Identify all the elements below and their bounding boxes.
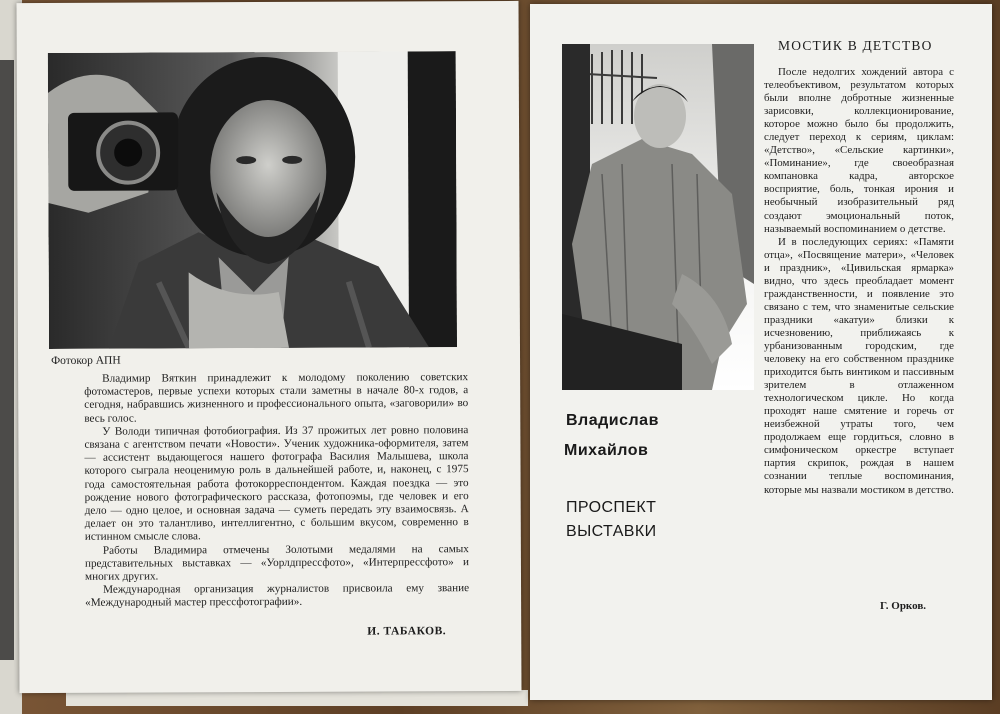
right-signature: Г. Орков. bbox=[880, 600, 927, 612]
left-signature: И. ТАБАКОВ. bbox=[367, 625, 447, 638]
right-paragraph: После недолгих хождений автора с телеобъективом, результатом которых были вполне добротные жизненные зарисовки, коллекционирование, которое можно было бы продолжить, следует переход к сериям, циклам: «Детство», «Сельские картинки», «Поминание», где своеобразная компановка кадра, авторское восприятие, боль, тонкая ирония и необычный изобразительный ряд создают эмоциональный поток, называемый воспоминанием о детстве. bbox=[764, 66, 954, 235]
author-portrait-image bbox=[562, 44, 754, 390]
right-page bbox=[530, 4, 992, 700]
right-paragraph: И в последующих сериях: «Памяти отца», «Посвящение матери», «Человек и праздник», «Цивильская ярмарка» видно, что здесь преобладает момент гражданственности, и появление это связано с тем, что знаменитые сельские праздники «акатуи» близки к исчезновению, приближаясь к урбанизованным городским, где человеку на его собственном празднике приходится быть винтиком и пассивным зрителем в отлаженном технологическом цикле. Но когда проходят наше смятение и горечь от неизбежной утраты того, чем продолжаем еще гордиться, словно в симфоническом оркестре вступает партия скрипок, рождая в нашем сознании теплые воспоминания, которые мы назвали мостиком в детство. bbox=[764, 235, 954, 496]
author-first-name: Владислав bbox=[566, 412, 659, 429]
left-paragraph: У Володи типичная фотобиография. Из 37 прожитых лет ровно половина связана с агентством печати «Новости». Ученик художника-оформителя, затем — ассистент выдающегося нашего фотографа Василия Малышева, школа которого сыграла неоценимую роль в дальнейшей работе, и, наконец, с 1975 года самостоятельная работа фотокорреспондентом. Каждая поездка — это рождение нового фотографического рассказа, фотопоэмы, где человек и его дело — одно целое, и основная задача — суметь передать эту взаимосвязь. А делает он это талантливо, интеллигентно, с большим вкусом, современно в истинном смысле слова. bbox=[84, 423, 469, 544]
left-article-body bbox=[84, 371, 469, 610]
prospect-line-1: ПРОСПЕКТ bbox=[566, 499, 657, 516]
photo-credit-caption: Фотокор АПН bbox=[51, 354, 121, 367]
left-paragraph: Работы Владимира отмечены Золотыми медалями на самых представительных выставках — «Уорлдпрессфото», «Интерпрессфото» и многих других. bbox=[84, 542, 469, 583]
back-page-photo-edge bbox=[0, 60, 14, 660]
left-page bbox=[16, 1, 521, 693]
right-article-body bbox=[764, 66, 954, 497]
photographer-portrait-image bbox=[48, 51, 457, 349]
prospect-heading bbox=[566, 496, 656, 544]
author-last-name: Михайлов bbox=[564, 442, 649, 459]
prospect-line-2: ВЫСТАВКИ bbox=[566, 523, 657, 540]
left-paragraph: Международная организация журналистов присвоила ему звание «Международный мастер прессфотографии». bbox=[85, 582, 470, 610]
article-title: МОСТИК В ДЕТСТВО bbox=[778, 38, 933, 53]
left-paragraph: Владимир Вяткин принадлежит к молодому поколению советских фотомастеров, первые успехи которых стали заметны в начале 80-х годов, а сегодня, набравшись жизненного и профессионального опыта, «заговорили» во весь голос. bbox=[84, 371, 469, 425]
